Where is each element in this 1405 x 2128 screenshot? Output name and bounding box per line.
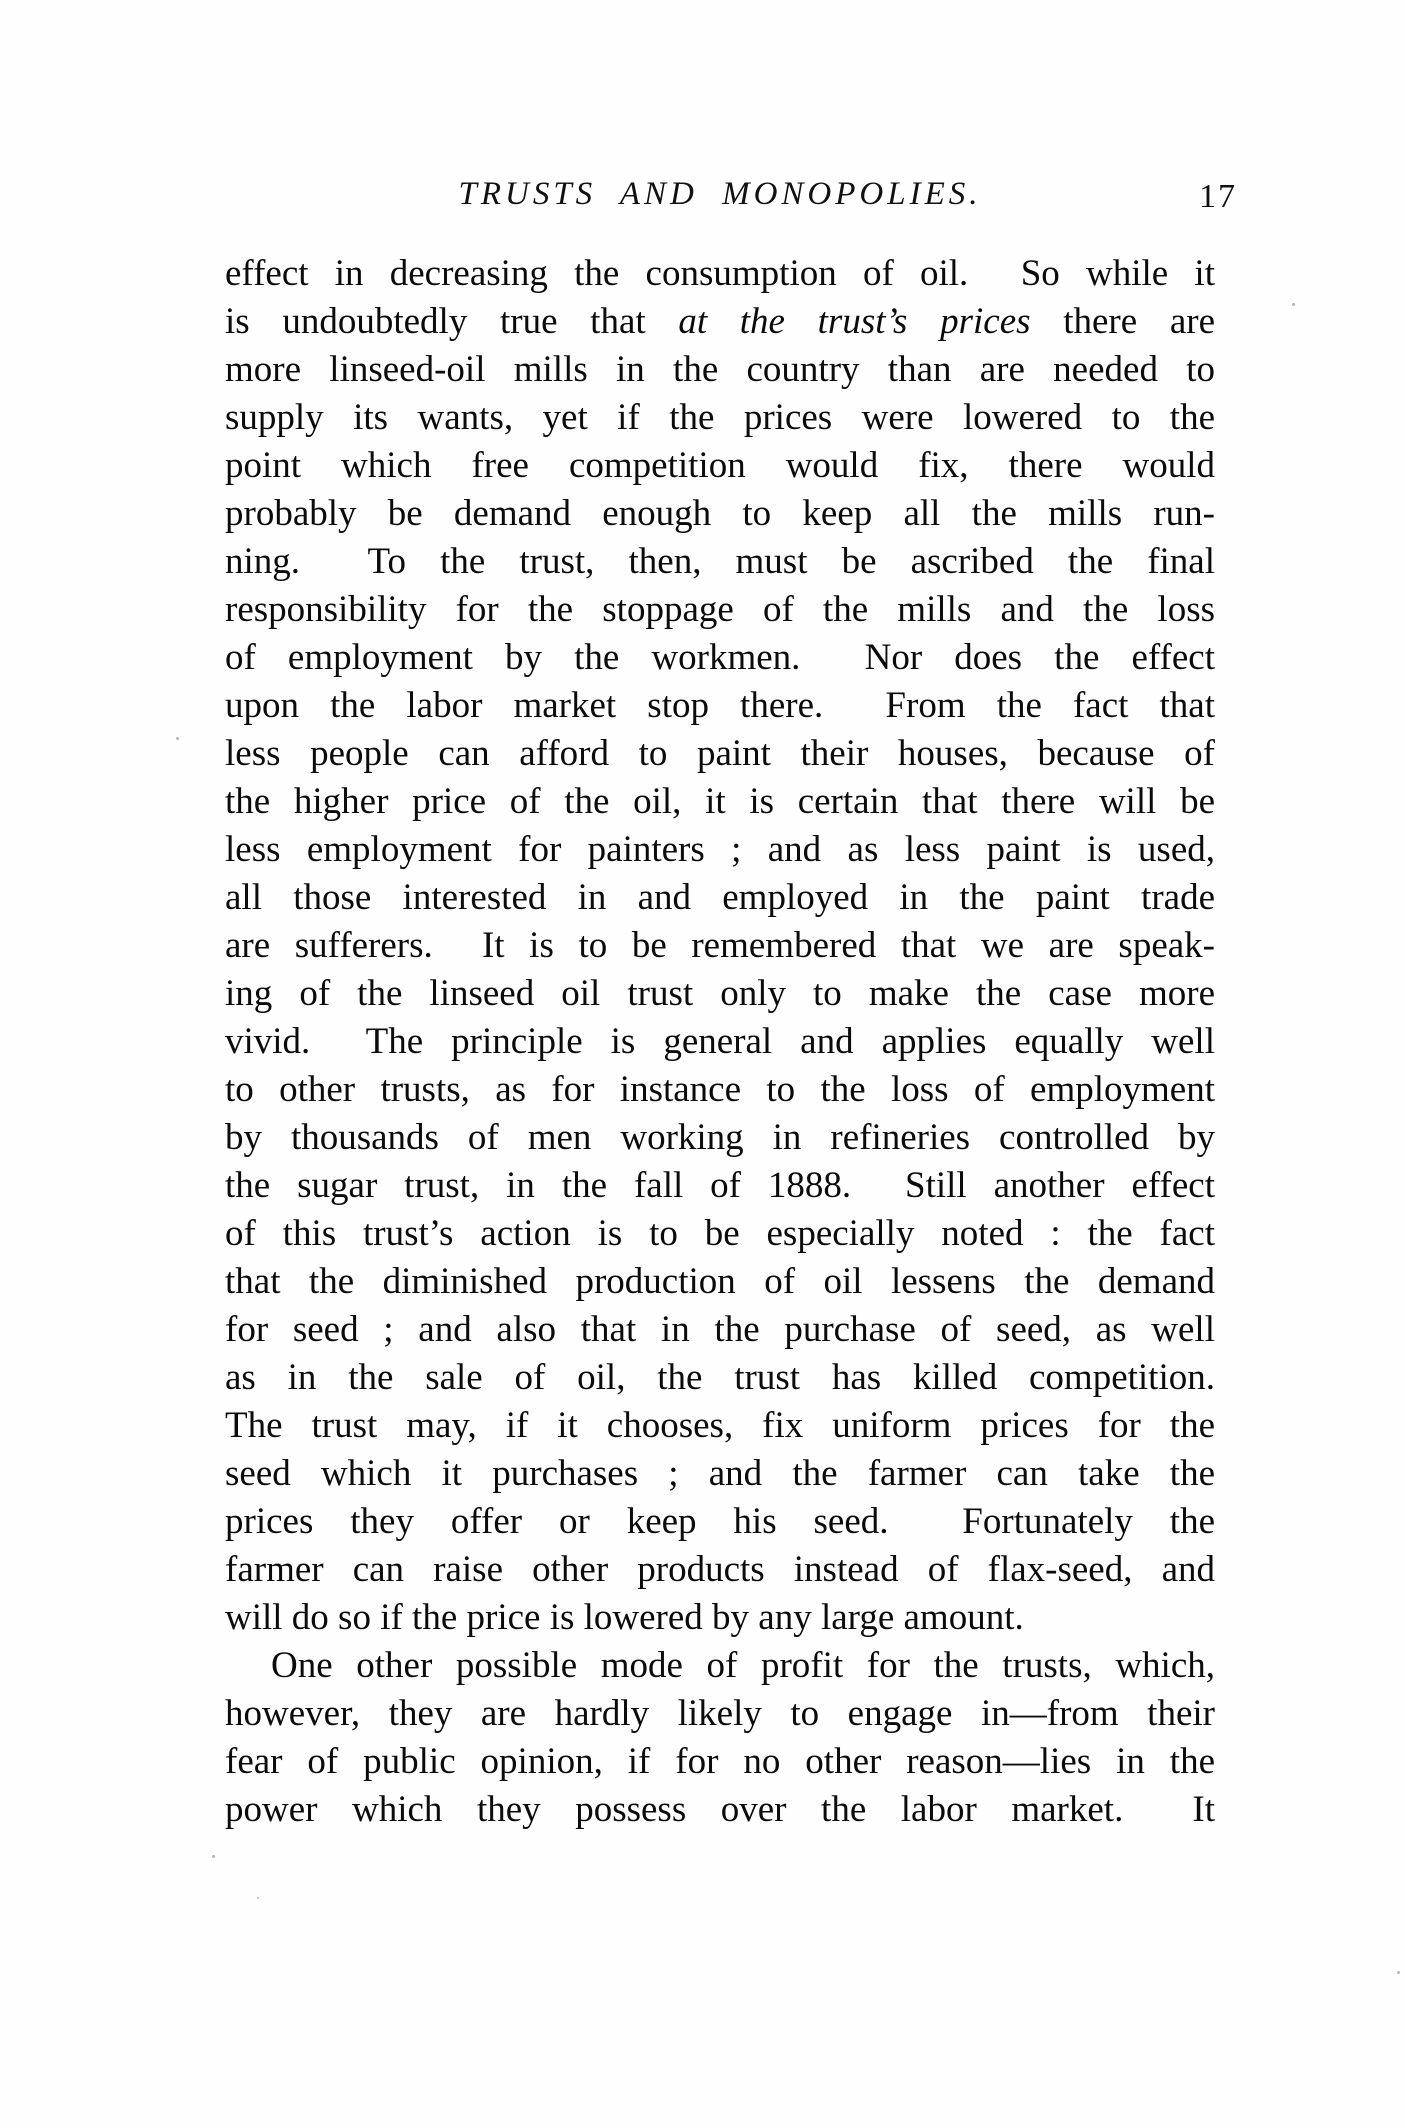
text-segment: ing of the linseed oil trust only to make the case more <box>225 973 1215 1014</box>
text-line <box>225 250 1215 298</box>
text-segment: by thousands of men working in refineries controlled by <box>225 1117 1215 1158</box>
text-segment: less employment for painters ; and as less paint is used, <box>225 829 1215 870</box>
running-title: TRUSTS AND MONOPOLIES. <box>458 176 982 212</box>
text-line <box>225 1018 1215 1066</box>
scan-speck <box>212 1855 215 1858</box>
text-line <box>225 1690 1215 1738</box>
text-segment: upon the labor market stop there. From the fact that <box>225 685 1215 726</box>
text-line <box>225 826 1215 874</box>
text-line <box>225 1450 1215 1498</box>
text-segment: of this trust’s action is to be especially noted : the fact <box>225 1213 1215 1254</box>
text-line <box>225 1210 1215 1258</box>
text-line <box>225 634 1215 682</box>
text-segment: the sugar trust, in the fall of 1888. Still another effect <box>225 1165 1215 1206</box>
text-segment: ning. To the trust, then, must be ascribed the final <box>225 541 1215 582</box>
text-segment: that the diminished production of oil lessens the demand <box>225 1261 1215 1302</box>
scan-speck <box>176 737 179 740</box>
text-line <box>225 730 1215 778</box>
text-segment: is undoubtedly true that <box>225 301 679 342</box>
text-segment: more linseed-oil mills in the country than are needed to <box>225 349 1215 390</box>
text-line <box>225 1642 1215 1690</box>
text-line <box>225 1402 1215 1450</box>
scan-speck <box>1397 1971 1400 1974</box>
text-segment: for seed ; and also that in the purchase of seed, as well <box>225 1309 1215 1350</box>
text-line <box>225 1738 1215 1786</box>
text-segment: One other possible mode of profit for the trusts, which, <box>271 1645 1215 1686</box>
scan-speck <box>1292 303 1295 306</box>
text-line <box>225 1306 1215 1354</box>
text-segment: as in the sale of oil, the trust has killed competition. <box>225 1357 1215 1398</box>
text-segment: The trust may, if it chooses, fix uniform prices for the <box>225 1405 1215 1446</box>
text-segment: there are <box>1030 301 1215 342</box>
text-line <box>225 1786 1215 1834</box>
text-segment: power which they possess over the labor market. It <box>225 1789 1215 1830</box>
text-segment: are sufferers. It is to be remembered that we are speak- <box>225 925 1215 966</box>
text-line <box>225 1258 1215 1306</box>
text-line <box>225 1354 1215 1402</box>
text-line <box>225 1594 1215 1642</box>
text-line <box>225 1546 1215 1594</box>
text-line <box>225 970 1215 1018</box>
text-segment: however, they are hardly likely to engage in—from their <box>225 1693 1215 1734</box>
text-segment: fear of public opinion, if for no other reason—lies in the <box>225 1741 1215 1782</box>
text-line <box>225 442 1215 490</box>
text-line <box>225 778 1215 826</box>
page-number: 17 <box>1199 178 1237 215</box>
text-line <box>225 922 1215 970</box>
text-segment: effect in decreasing the consumption of oil. So while it <box>225 253 1215 294</box>
text-segment: of employment by the workmen. Nor does the effect <box>225 637 1215 678</box>
text-segment: will do so if the price is lowered by any large amount. <box>225 1597 1024 1638</box>
body-text <box>225 250 1215 1834</box>
text-line <box>225 1498 1215 1546</box>
text-segment: less people can afford to paint their houses, because of <box>225 733 1215 774</box>
page-header <box>225 176 1237 232</box>
text-line <box>225 298 1215 346</box>
text-line <box>225 874 1215 922</box>
text-segment: farmer can raise other products instead of flax-seed, and <box>225 1549 1215 1590</box>
text-segment: seed which it purchases ; and the farmer can take the <box>225 1453 1215 1494</box>
text-line <box>225 538 1215 586</box>
text-segment: prices they offer or keep his seed. Fortunately the <box>225 1501 1215 1542</box>
text-line <box>225 1114 1215 1162</box>
text-segment: responsibility for the stoppage of the mills and the loss <box>225 589 1215 630</box>
italic-phrase: at the trust’s prices <box>678 301 1031 342</box>
text-line <box>225 682 1215 730</box>
text-line <box>225 346 1215 394</box>
scan-speck <box>257 1897 259 1899</box>
text-line <box>225 394 1215 442</box>
text-segment: point which free competition would fix, there would <box>225 445 1215 486</box>
text-segment: to other trusts, as for instance to the loss of employment <box>225 1069 1215 1110</box>
text-line <box>225 1162 1215 1210</box>
text-line <box>225 490 1215 538</box>
text-segment: all those interested in and employed in the paint trade <box>225 877 1215 918</box>
text-segment: supply its wants, yet if the prices were lowered to the <box>225 397 1215 438</box>
text-line <box>225 586 1215 634</box>
text-segment: vivid. The principle is general and applies equally well <box>225 1021 1215 1062</box>
text-segment: probably be demand enough to keep all the mills run- <box>225 493 1215 534</box>
text-line <box>225 1066 1215 1114</box>
text-segment: the higher price of the oil, it is certain that there will be <box>225 781 1215 822</box>
